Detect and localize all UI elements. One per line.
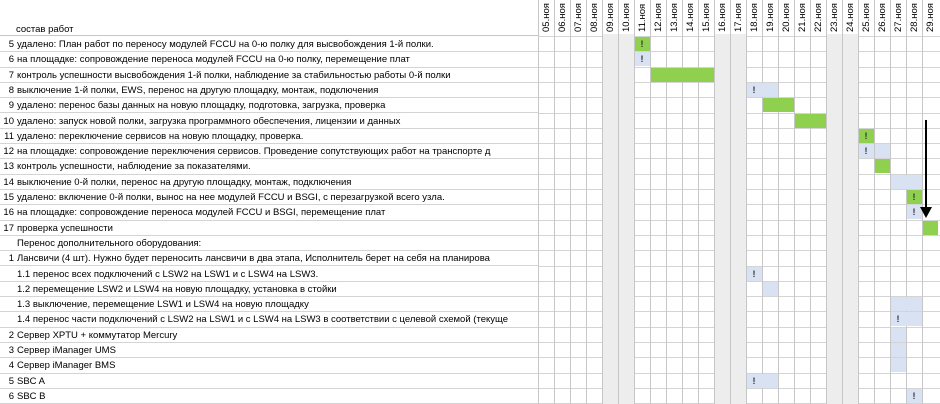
date-label: 25.ноя — [861, 3, 872, 32]
task-description: 1.1 перенос всех подключений с LSW2 на LSW1 и с LSW4 на LSW3. — [17, 268, 319, 280]
day-column — [618, 34, 634, 404]
task-description: удалено: включение 0-й полки, вынос на нее модулей FCCU и BSGI, с перезагрузкой всего узла. — [17, 192, 445, 203]
date-label: 10.ноя — [621, 3, 632, 32]
gantt-bar-planned[interactable] — [891, 297, 922, 311]
task-number: 11 — [4, 130, 14, 142]
day-column — [650, 34, 666, 404]
date-label: 15.ноя — [701, 3, 712, 32]
date-header-cell[interactable] — [714, 0, 730, 34]
date-header-cell[interactable] — [586, 0, 602, 34]
warning-mark-icon: ! — [896, 314, 900, 325]
task-number: 15 — [3, 192, 14, 203]
date-header-cell[interactable] — [762, 0, 778, 34]
date-header-cell[interactable] — [842, 0, 858, 34]
task-description: SBC B — [17, 390, 46, 402]
task-number: 6 — [8, 54, 14, 66]
task-number: 17 — [3, 222, 14, 234]
task-row[interactable] — [0, 144, 538, 159]
task-number: 14 — [3, 176, 14, 188]
task-description: Сервер iManager BMS — [17, 360, 116, 372]
date-label: 19.ноя — [765, 3, 776, 32]
date-label: 05.ноя — [541, 3, 552, 32]
task-row[interactable] — [0, 343, 538, 358]
task-description: Лансвичи (4 шт). Нужно будет переносить лансвичи в два этапа, Исполнитель берет на себя на планирова — [17, 253, 490, 265]
date-header-cell[interactable] — [794, 0, 810, 34]
date-label: 07.ноя — [573, 3, 584, 32]
date-header-cell[interactable] — [554, 0, 570, 34]
task-row[interactable] — [0, 312, 538, 327]
date-label: 28.ноя — [909, 3, 920, 32]
task-row[interactable] — [0, 358, 538, 373]
task-number: 5 — [8, 375, 14, 387]
warning-mark-icon: ! — [912, 207, 916, 218]
task-row[interactable] — [0, 282, 538, 297]
task-number: 10 — [3, 115, 14, 127]
date-header-cell[interactable] — [634, 0, 650, 34]
task-number: 13 — [3, 161, 14, 173]
date-label: 23.ноя — [829, 3, 840, 32]
header-divider — [0, 35, 538, 36]
task-row[interactable] — [0, 175, 538, 190]
warning-mark-icon: ! — [912, 192, 916, 202]
gantt-bar-planned[interactable] — [875, 144, 890, 158]
gantt-bar-planned[interactable] — [763, 282, 778, 296]
date-header-cell[interactable] — [650, 0, 666, 34]
task-row[interactable] — [0, 251, 538, 266]
task-description: удалено: запуск новой полки, загрузка программного обеспечения, лицензии и данных — [17, 115, 401, 127]
arrow-annotation-icon — [925, 120, 927, 212]
task-description: 1.3 выключение, перемещение LSW1 и LSW4 на новую площадку — [17, 299, 309, 311]
day-column — [794, 34, 810, 404]
task-description: выключение 1-й полки, EWS, перенос на другую площадку, монтаж, подключения — [17, 84, 379, 96]
date-label: 29.ноя — [925, 3, 936, 32]
warning-mark-icon: ! — [864, 146, 868, 157]
task-number: 16 — [3, 207, 14, 219]
task-row[interactable] — [0, 68, 538, 83]
task-number: 9 — [8, 100, 14, 112]
day-column — [810, 34, 826, 404]
warning-mark-icon: ! — [864, 130, 868, 141]
day-column — [874, 34, 890, 404]
warning-mark-icon: ! — [752, 84, 756, 95]
task-row[interactable] — [0, 114, 538, 129]
date-label: 11.ноя — [637, 3, 648, 32]
date-header-cell[interactable] — [570, 0, 586, 34]
task-row[interactable] — [0, 328, 538, 343]
date-label: 12.ноя — [653, 3, 664, 32]
day-column — [538, 34, 554, 404]
date-label: 22.ноя — [813, 3, 824, 32]
day-column — [666, 34, 682, 404]
date-header-cell[interactable] — [826, 0, 842, 34]
date-header-cell[interactable] — [746, 0, 762, 34]
task-row[interactable] — [0, 221, 538, 236]
date-header-cell[interactable] — [698, 0, 714, 34]
task-number: 12 — [3, 146, 14, 158]
gantt-bar-done[interactable] — [763, 98, 794, 112]
task-row[interactable] — [0, 374, 538, 389]
task-description: Сервер XPTU + коммутатор Mercury — [17, 329, 178, 341]
day-column — [778, 34, 794, 404]
task-row[interactable] — [0, 159, 538, 174]
task-row[interactable] — [0, 190, 538, 205]
task-row[interactable] — [0, 267, 538, 282]
task-number: 6 — [8, 390, 14, 402]
task-description: Перенос дополнительного оборудования: — [17, 237, 202, 249]
date-header-cell[interactable] — [666, 0, 682, 34]
task-description: выключение 0-й полки, перенос на другую площадку, монтаж, подключения — [17, 176, 352, 188]
date-label: 08.ноя — [589, 3, 600, 32]
task-description: контроль успешности, наблюдение за показателями. — [17, 161, 251, 173]
task-description: удалено: План работ по переносу модулей FCCU на 0-ю полку для высвобождения 1-й полки. — [17, 39, 434, 50]
date-label: 06.ноя — [557, 3, 568, 32]
task-description: на площадке: сопровождение переноса модулей FCCU и BSGI, перемещение плат — [17, 207, 386, 219]
date-header-cell[interactable] — [778, 0, 794, 34]
date-header-cell[interactable] — [858, 0, 874, 34]
task-row[interactable] — [0, 129, 538, 144]
gantt-bar-planned[interactable] — [891, 175, 922, 189]
warning-mark-icon: ! — [640, 39, 644, 49]
date-label: 14.ноя — [685, 3, 696, 32]
gantt-bar-planned[interactable] — [891, 358, 906, 372]
task-row[interactable] — [0, 37, 538, 52]
column-title: состав работ — [16, 24, 74, 35]
task-description: удалено: перенос базы данных на новую площадку, подготовка, загрузка, проверка — [17, 100, 386, 112]
date-label: 18.ноя — [749, 3, 760, 32]
task-number: 7 — [8, 69, 14, 81]
day-column — [922, 34, 938, 404]
day-column — [586, 34, 602, 404]
gantt-bar-done[interactable] — [795, 114, 826, 128]
date-label: 27.ноя — [893, 3, 904, 32]
warning-mark-icon: ! — [752, 268, 756, 279]
task-number: 4 — [8, 360, 14, 372]
day-column — [554, 34, 570, 404]
date-label: 16.ноя — [717, 3, 728, 32]
gantt-bar-done[interactable] — [923, 221, 938, 235]
task-row[interactable] — [0, 236, 538, 251]
day-column — [714, 34, 730, 404]
date-header-cell[interactable] — [538, 0, 554, 34]
task-row[interactable] — [0, 83, 538, 98]
warning-mark-icon: ! — [912, 390, 916, 401]
task-number: 2 — [8, 329, 14, 341]
date-header-cell[interactable] — [922, 0, 938, 34]
task-description: на площадке: сопровождение переноса модулей FCCU на 0-ю полку, перемещение плат — [17, 54, 410, 66]
date-header-cell[interactable] — [618, 0, 634, 34]
date-label: 17.ноя — [733, 3, 744, 32]
task-description: удалено: переключение сервисов на новую площадку, проверка. — [17, 130, 304, 142]
date-label: 21.ноя — [797, 3, 808, 32]
task-row[interactable] — [0, 389, 538, 404]
day-column — [730, 34, 746, 404]
task-description: 1.4 перенос части подключений с LSW2 на LSW1 и с LSW4 на LSW3 в соответствии с целевой схемой (текуще — [17, 314, 508, 326]
task-row[interactable] — [0, 297, 538, 312]
date-header-cell[interactable] — [602, 0, 618, 34]
task-description: на площадке: сопровождение переключения сервисов. Проведение сопутствующих работ на транспорте д — [17, 146, 491, 158]
task-number: 5 — [8, 39, 14, 50]
task-row[interactable] — [0, 52, 538, 67]
date-label: 26.ноя — [877, 3, 888, 32]
day-column — [826, 34, 842, 404]
arrow-down-icon — [920, 207, 932, 218]
gantt-bar-planned[interactable] — [891, 343, 906, 357]
day-column — [602, 34, 618, 404]
warning-mark-icon: ! — [752, 375, 756, 386]
day-column — [858, 34, 874, 404]
task-number: 8 — [8, 84, 14, 96]
task-number: 3 — [8, 345, 14, 356]
gantt-bar-done[interactable] — [651, 68, 714, 82]
date-label: 13.ноя — [669, 3, 680, 32]
day-column — [842, 34, 858, 404]
task-description: проверка успешности — [17, 222, 113, 234]
task-description: SBC A — [17, 375, 45, 387]
date-label: 24.ноя — [845, 3, 856, 32]
date-label: 09.ноя — [605, 3, 616, 32]
date-header-cell[interactable] — [730, 0, 746, 34]
task-description: контроль успешности высвобождения 1-й полки, наблюдение за стабильностью работы 0-й полки — [17, 69, 451, 81]
date-header-cell[interactable] — [810, 0, 826, 34]
gantt-bar-done[interactable] — [875, 159, 890, 173]
task-description: 1.2 перемещение LSW2 и LSW4 на новую площадку, установка в стойки — [17, 283, 337, 295]
warning-mark-icon: ! — [640, 54, 644, 65]
task-number: 1 — [8, 253, 14, 265]
task-description: Сервер iManager UMS — [17, 345, 116, 356]
task-row[interactable] — [0, 98, 538, 113]
day-column — [698, 34, 714, 404]
date-header-cell[interactable] — [682, 0, 698, 34]
day-column — [682, 34, 698, 404]
task-row[interactable] — [0, 205, 538, 220]
date-label: 20.ноя — [781, 3, 792, 32]
gantt-bar-planned[interactable] — [891, 328, 906, 342]
date-header-cell[interactable] — [890, 0, 906, 34]
date-header-cell[interactable] — [906, 0, 922, 34]
day-column — [570, 34, 586, 404]
day-column — [634, 34, 650, 404]
date-header-cell[interactable] — [874, 0, 890, 34]
